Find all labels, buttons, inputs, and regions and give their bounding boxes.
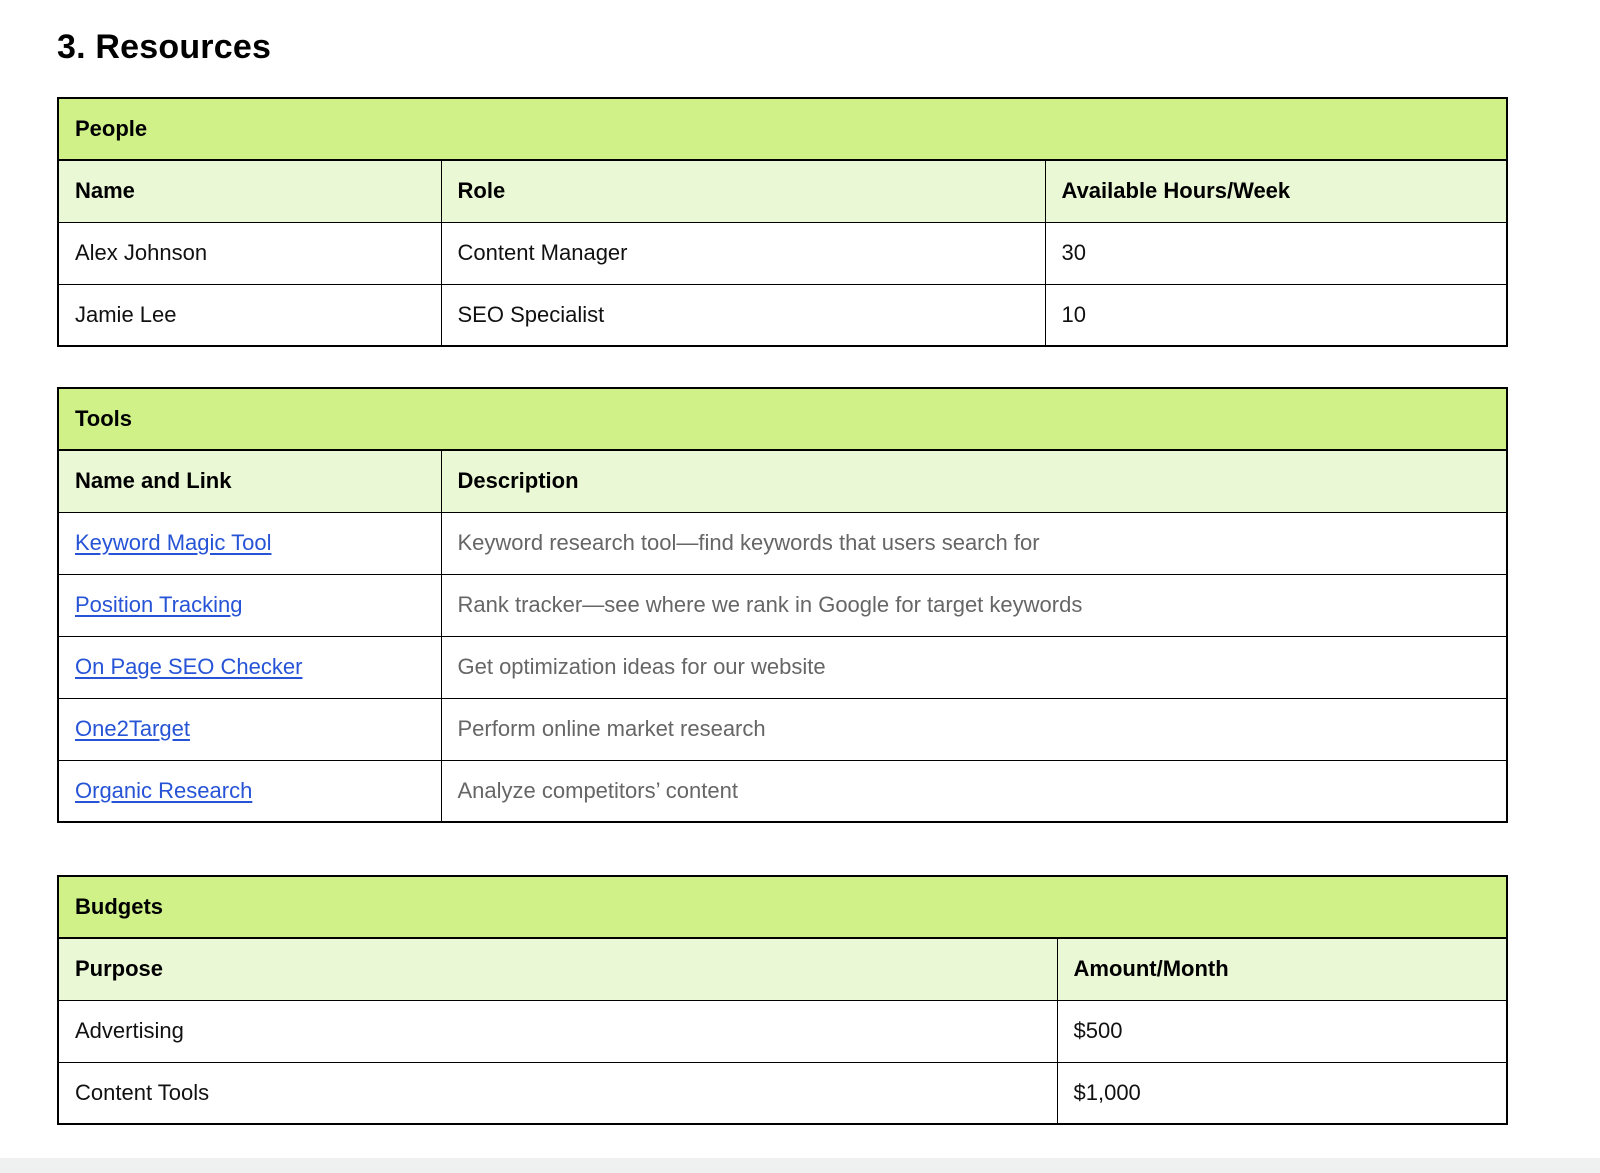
tool-link-cell xyxy=(58,760,441,822)
person-role-cell: Content Manager xyxy=(441,222,1045,284)
tool-row xyxy=(58,698,1507,760)
budgets-table xyxy=(57,875,1508,1125)
tool-description-cell: Rank tracker—see where we rank in Google for target keywords xyxy=(441,574,1507,636)
person-hours-cell: 10 xyxy=(1045,284,1507,346)
tool-row xyxy=(58,574,1507,636)
tools-table xyxy=(57,387,1508,823)
keyword-magic-tool-link[interactable]: Keyword Magic Tool xyxy=(75,530,272,555)
tools-header-row xyxy=(58,450,1507,512)
tool-row xyxy=(58,512,1507,574)
budgets-table-title: Budgets xyxy=(58,876,1507,938)
people-table xyxy=(57,97,1508,347)
section-heading: 3. Resources xyxy=(57,28,272,66)
on-page-seo-checker-link[interactable]: On Page SEO Checker xyxy=(75,654,303,679)
budget-row xyxy=(58,1000,1507,1062)
budgets-header-row xyxy=(58,938,1507,1000)
tool-description-cell: Perform online market research xyxy=(441,698,1507,760)
tool-link-cell xyxy=(58,574,441,636)
person-role-cell: SEO Specialist xyxy=(441,284,1045,346)
budgets-title-row xyxy=(58,876,1507,938)
budget-purpose-cell: Content Tools xyxy=(58,1062,1057,1124)
people-title-row xyxy=(58,98,1507,160)
tools-table-title: Tools xyxy=(58,388,1507,450)
budget-amount-cell: $500 xyxy=(1057,1000,1507,1062)
person-hours-cell: 30 xyxy=(1045,222,1507,284)
tool-row xyxy=(58,636,1507,698)
column-header-hours: Available Hours/Week xyxy=(1045,160,1507,222)
tool-row xyxy=(58,760,1507,822)
tool-description-cell: Get optimization ideas for our website xyxy=(441,636,1507,698)
organic-research-link[interactable]: Organic Research xyxy=(75,777,253,803)
tool-description-cell: Analyze competitors’ content xyxy=(441,760,1507,822)
page-bottom-strip xyxy=(0,1158,1600,1173)
budget-purpose-cell: Advertising xyxy=(58,1000,1057,1062)
tools-title-row xyxy=(58,388,1507,450)
people-table-title: People xyxy=(58,98,1507,160)
tool-link-cell xyxy=(58,512,441,574)
budget-amount-cell: $1,000 xyxy=(1057,1062,1507,1124)
column-header-description: Description xyxy=(441,450,1507,512)
person-name-cell: Alex Johnson xyxy=(58,222,441,284)
column-header-amount: Amount/Month xyxy=(1057,938,1507,1000)
column-header-purpose: Purpose xyxy=(58,938,1057,1000)
person-name-cell: Jamie Lee xyxy=(58,284,441,346)
people-header-row xyxy=(58,160,1507,222)
people-row xyxy=(58,284,1507,346)
budget-row xyxy=(58,1062,1507,1124)
tool-description-cell: Keyword research tool—find keywords that users search for xyxy=(441,512,1507,574)
column-header-name-link: Name and Link xyxy=(58,450,441,512)
people-row xyxy=(58,222,1507,284)
column-header-role: Role xyxy=(441,160,1045,222)
one2target-link[interactable]: One2Target xyxy=(75,716,190,741)
tool-link-cell xyxy=(58,636,441,698)
position-tracking-link[interactable]: Position Tracking xyxy=(75,592,243,617)
tool-link-cell xyxy=(58,698,441,760)
column-header-name: Name xyxy=(58,160,441,222)
